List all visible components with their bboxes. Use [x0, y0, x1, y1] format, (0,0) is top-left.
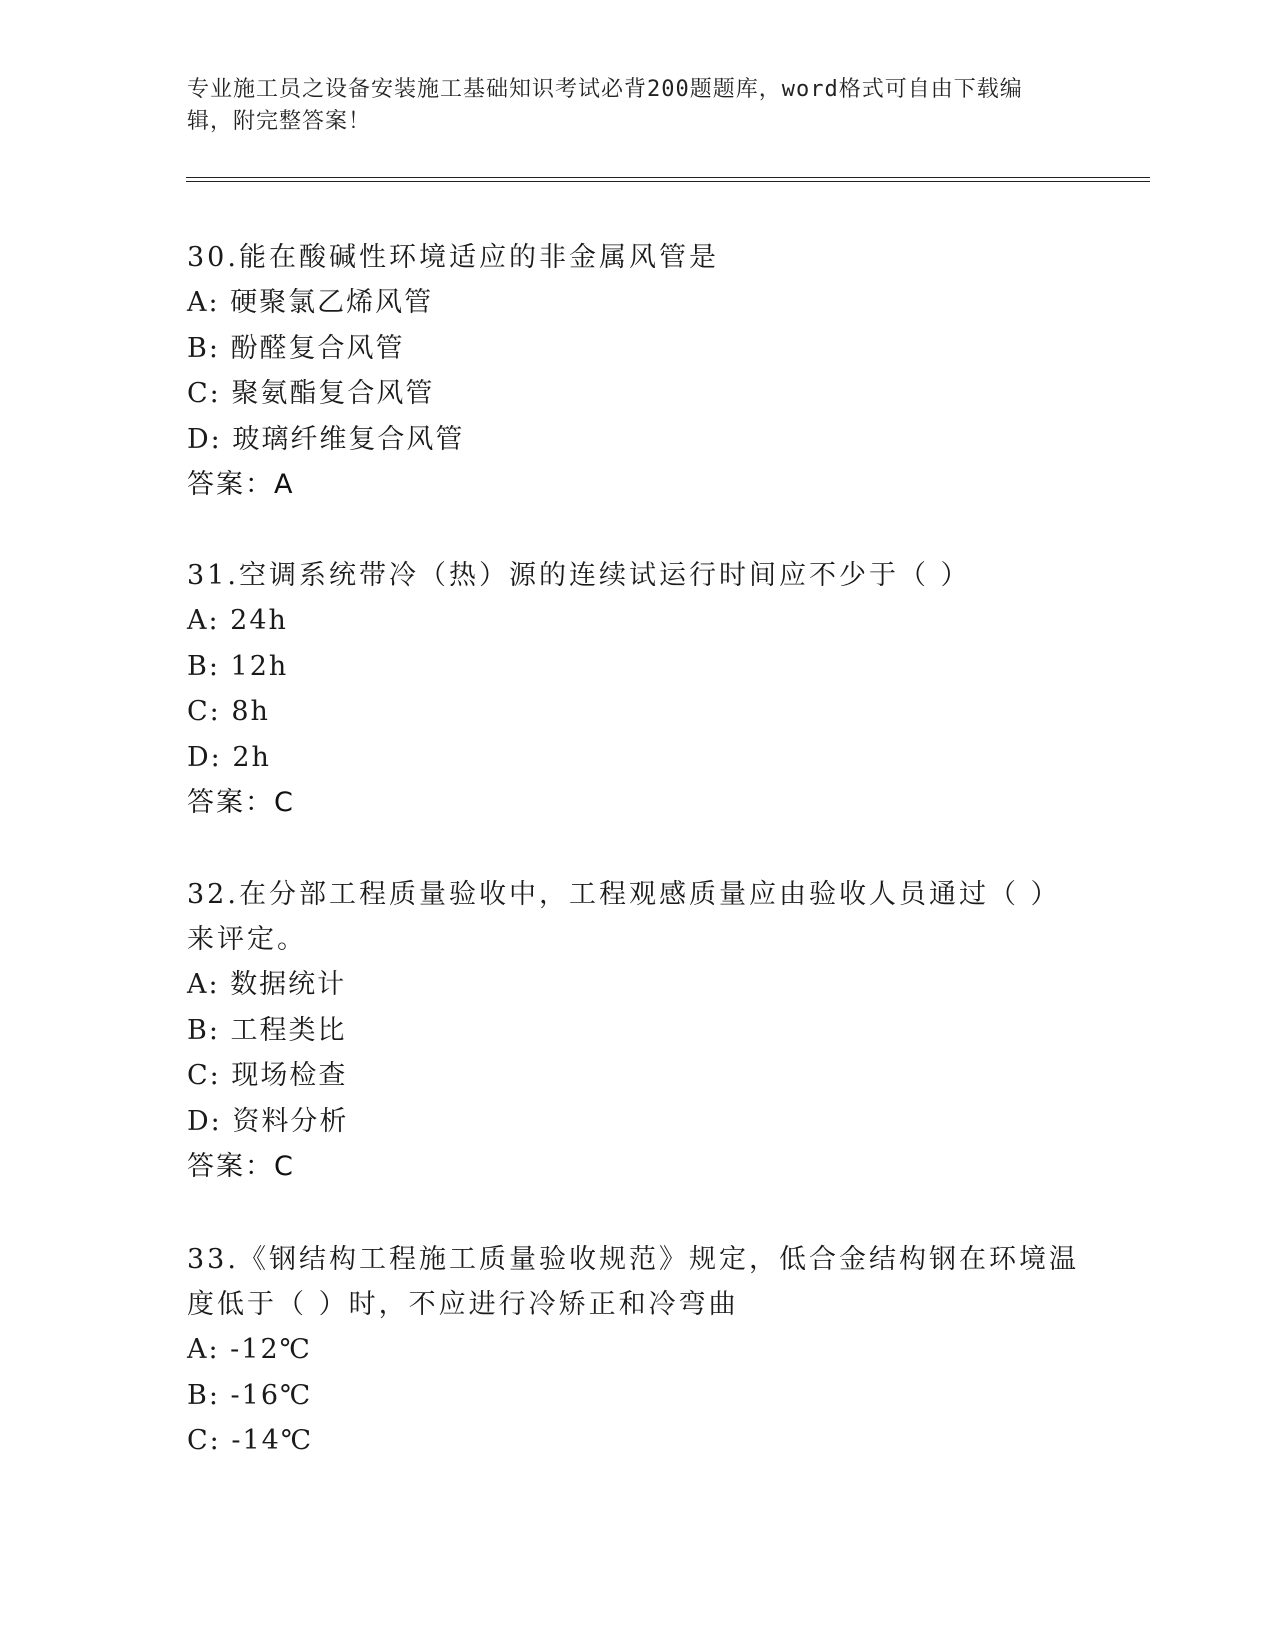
- question-stem: 30.能在酸碱性环境适应的非金属风管是: [187, 242, 719, 273]
- option-a: A: 24h: [187, 605, 288, 636]
- option-a: A: 硬聚氯乙烯风管: [187, 287, 434, 318]
- option-c: C: 聚氨酯复合风管: [187, 378, 435, 409]
- answer-line: 答案：C: [187, 1151, 295, 1182]
- question-item: [187, 1237, 1087, 1464]
- answer-line: 答案：C: [187, 787, 295, 818]
- option-c: C: 现场检查: [187, 1060, 348, 1091]
- option-b: B: 工程类比: [187, 1014, 347, 1046]
- option-a: A: 数据统计: [187, 969, 347, 1000]
- option-d: D: 2h: [187, 741, 271, 773]
- option-b: B: -16℃: [187, 1379, 313, 1411]
- option-b: B: 酚醛复合风管: [187, 332, 405, 364]
- header-note: 专业施工员之设备安装施工基础知识考试必背200题题库，word格式可自由下载编辑，附完整答案！: [187, 77, 1023, 134]
- question-stem: 31.空调系统带冷（热）源的连续试运行时间应不少于（ ）: [187, 560, 971, 591]
- option-d: D: 玻璃纤维复合风管: [187, 423, 465, 455]
- header-divider: [186, 177, 1150, 182]
- option-d: D: 资料分析: [187, 1105, 349, 1137]
- option-b: B: 12h: [187, 650, 289, 682]
- question-item: [187, 553, 1087, 825]
- option-a: A: -12℃: [187, 1334, 312, 1365]
- answer-line: 答案：A: [187, 469, 295, 500]
- question-stem: 32.在分部工程质量验收中，工程观感质量应由验收人员通过（ ）来评定。: [187, 879, 1061, 955]
- option-c: C: 8h: [187, 696, 270, 727]
- option-c: C: -14℃: [187, 1425, 314, 1456]
- question-item: [187, 872, 1087, 1189]
- question-item: [187, 235, 1087, 507]
- question-stem: 33.《钢结构工程施工质量验收规范》规定，低合金结构钢在环境温度低于（ ）时，不应进行冷矫正和冷弯曲: [187, 1244, 1079, 1320]
